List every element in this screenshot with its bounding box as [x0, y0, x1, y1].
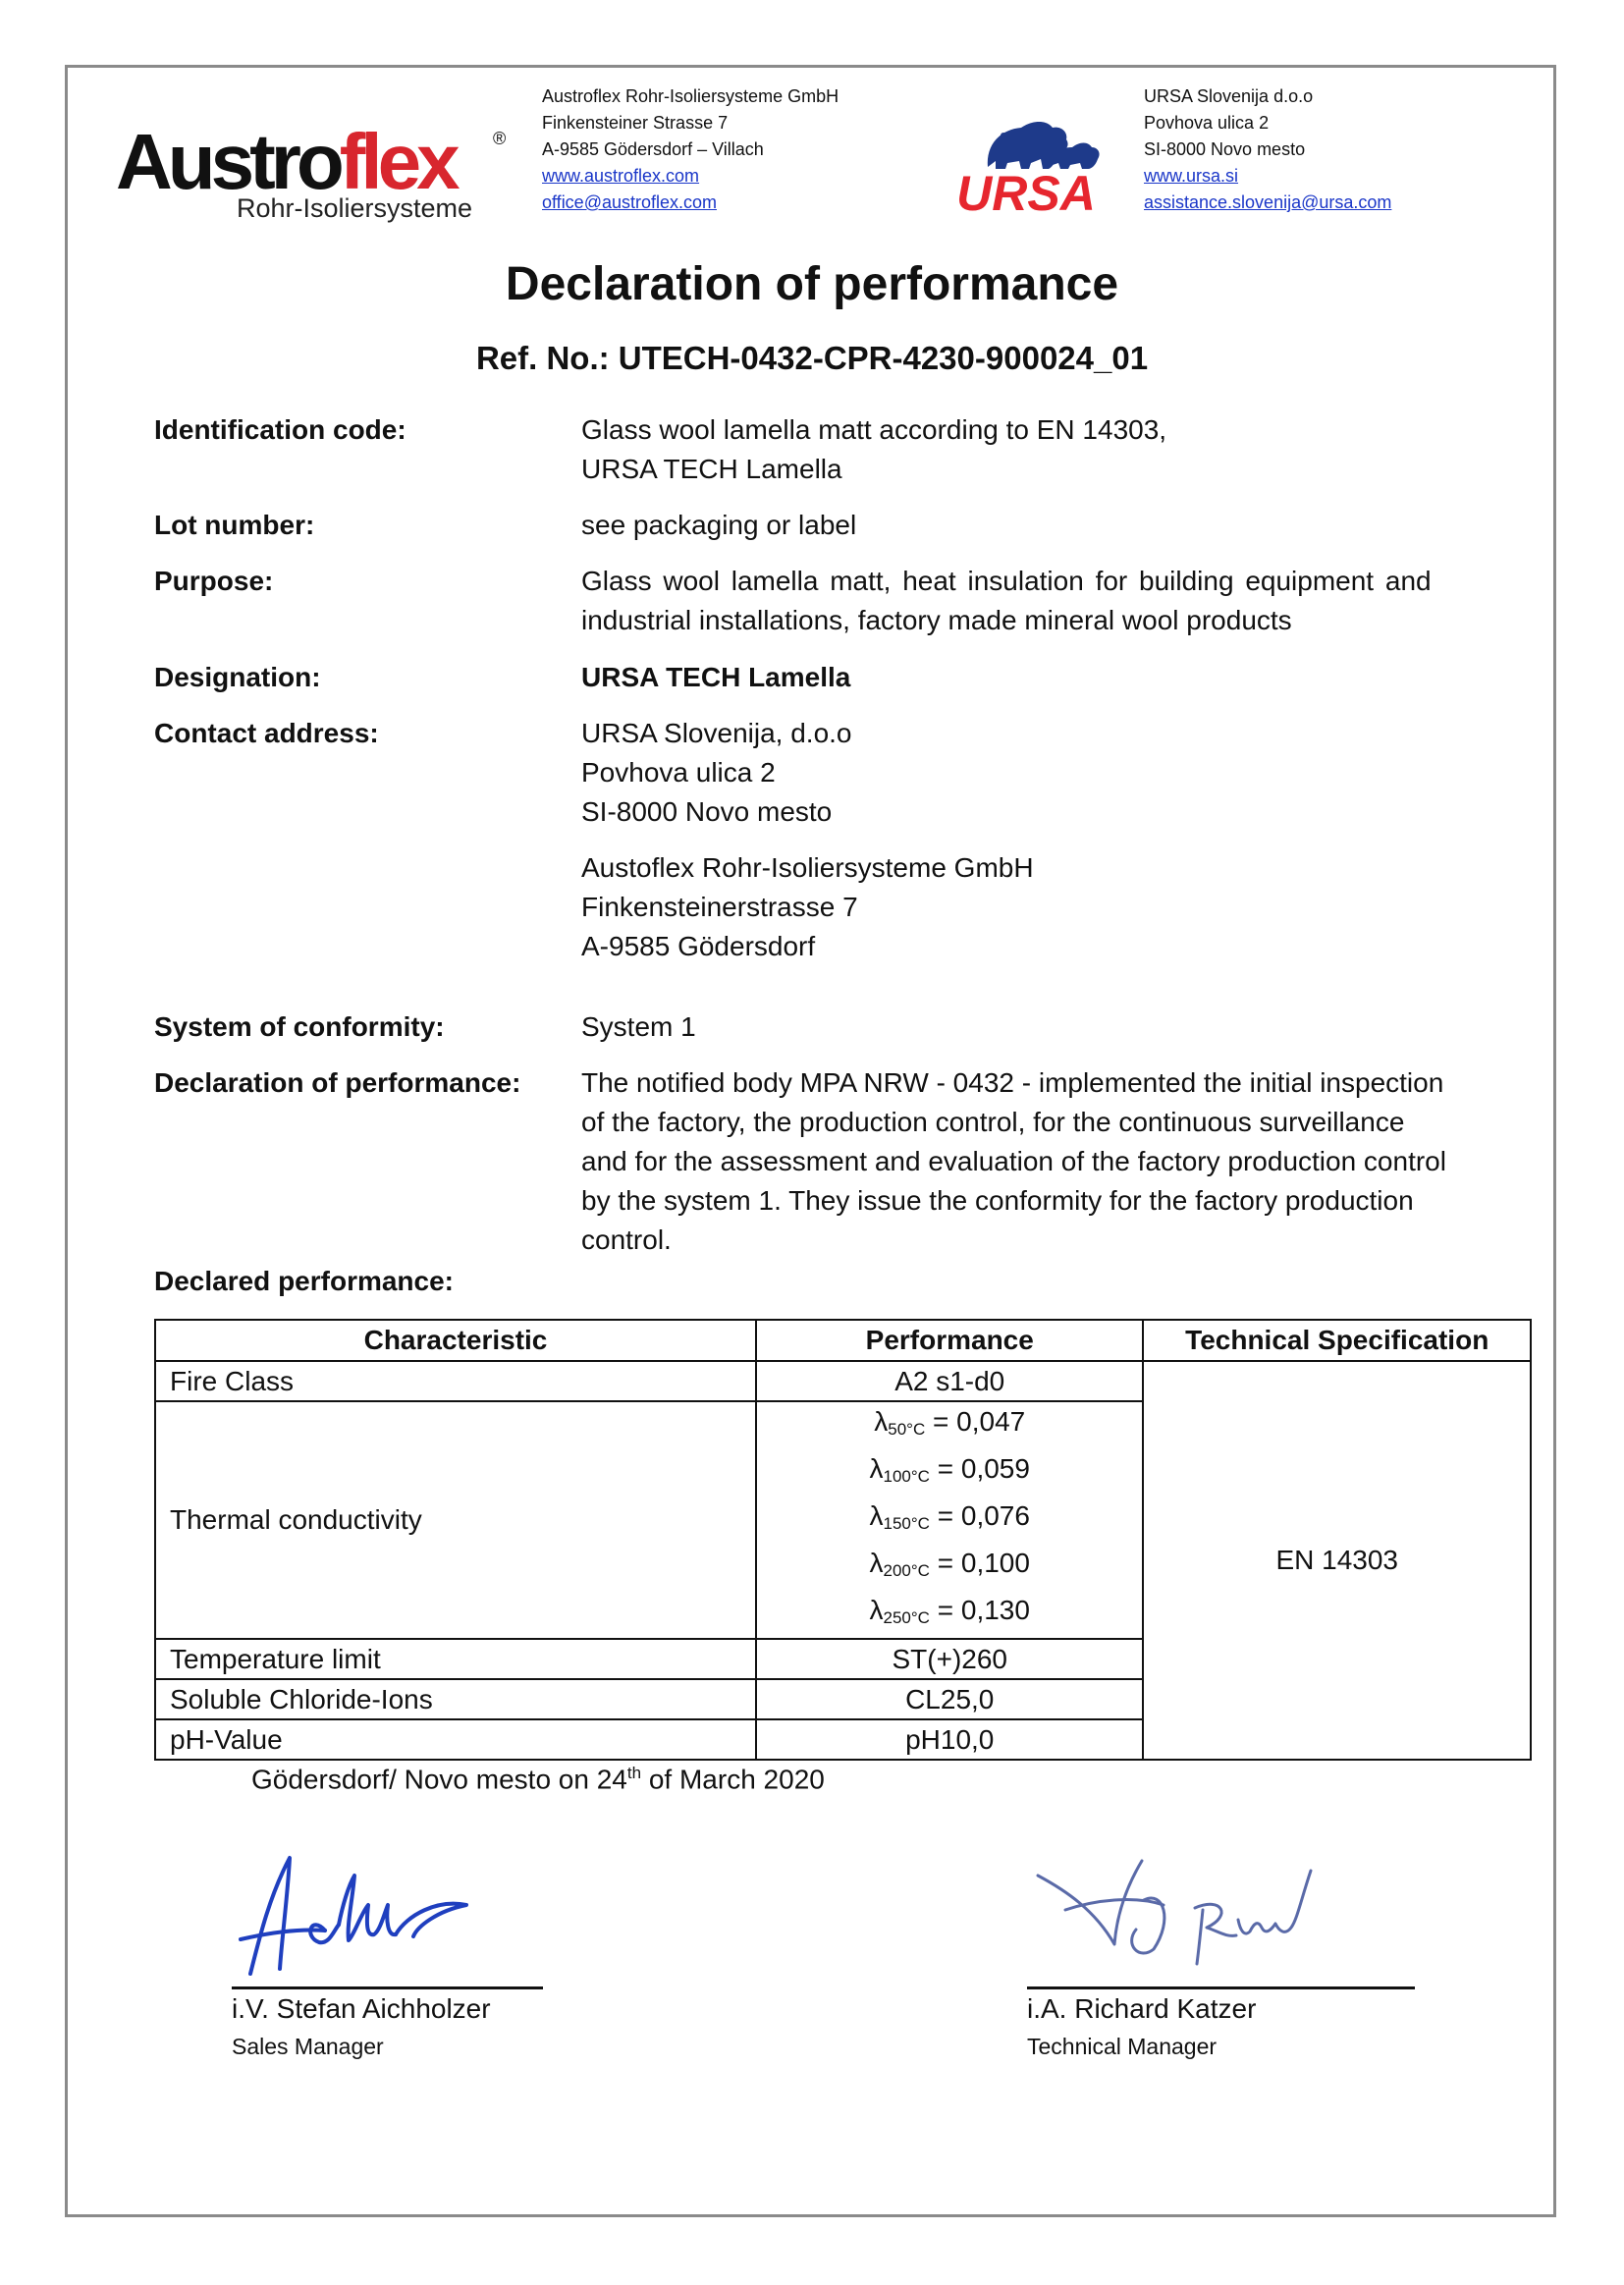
lambda-value: $\lambda_{150^\circ C} = 0,076$	[869, 1500, 1030, 1533]
austroflex-logo-word: Austroflex	[116, 118, 456, 205]
reference-number: Ref. No.: UTECH-0432-CPR-4230-900024_01	[475, 340, 1149, 376]
lambda-value: $\lambda_{100^\circ C} = 0,059$	[869, 1453, 1030, 1486]
ursa-logo	[931, 106, 1121, 216]
address-line: Finkensteiner Strasse 7	[542, 113, 729, 133]
performance-table	[154, 1319, 1532, 1761]
austroflex-logo	[116, 118, 509, 231]
field-label: Designation:	[154, 662, 321, 692]
ursa-address	[1144, 83, 1391, 216]
section-label: Declared performance:	[154, 1266, 455, 1296]
characteristic-cell: Thermal conductivity	[155, 1401, 756, 1639]
field-label: Identification code:	[154, 414, 406, 445]
place-date: Gödersdorf/ Novo mesto on 24th of March 2020	[251, 1764, 825, 1795]
address-line: Povhova ulica 2	[1144, 113, 1270, 133]
column-header: Characteristic	[155, 1320, 756, 1361]
signature-katzer	[1026, 1851, 1350, 1984]
austroflex-address	[542, 83, 839, 216]
address-line: Austroflex Rohr-Isoliersysteme GmbH	[542, 86, 839, 106]
characteristic-cell: pH-Value	[155, 1719, 756, 1760]
characteristic-cell: Fire Class	[155, 1361, 756, 1401]
address-line: A-9585 Gödersdorf – Villach	[542, 139, 764, 159]
signature-aichholzer	[231, 1846, 496, 1993]
field-value: URSA Slovenija, d.o.o Povhova ulica 2 SI-8000 Novo mesto Austoflex Rohr-Isoliersysteme GmbH Finkensteinerstrasse 7 A-9585 Gödersdorf	[581, 718, 1034, 961]
table-header-row	[155, 1320, 1531, 1361]
address-line: URSA Slovenija d.o.o	[1144, 86, 1314, 106]
lambda-value: $\lambda_{200^\circ C} = 0,100$	[869, 1548, 1030, 1580]
ursa-website-link[interactable]: www.ursa.si	[1144, 166, 1239, 186]
signatory-name: i.V. Stefan Aichholzer	[232, 1993, 491, 2024]
signature-line	[232, 1986, 543, 1989]
field-label: System of conformity:	[154, 1011, 445, 1042]
performance-cell	[756, 1401, 1144, 1639]
lambda-value: $\lambda_{50^\circ C} = 0,047$	[874, 1406, 1026, 1439]
austroflex-logo-subtitle: Rohr-Isoliersysteme	[237, 193, 473, 223]
column-header: Performance	[756, 1320, 1144, 1361]
austroflex-website-link[interactable]: www.austroflex.com	[542, 166, 700, 186]
field-label: Declaration of performance:	[154, 1067, 521, 1098]
lambda-value: $\lambda_{250^\circ C} = 0,130$	[869, 1595, 1030, 1627]
field-label: Purpose:	[154, 566, 274, 596]
ursa-logo-word: URSA	[956, 166, 1096, 216]
field-value: URSA TECH Lamella	[581, 662, 851, 692]
column-header: Technical Specification	[1143, 1320, 1531, 1361]
signatory-name: i.A. Richard Katzer	[1027, 1993, 1257, 2024]
austroflex-email-link[interactable]: office@austroflex.com	[542, 192, 718, 212]
specification-cell: EN 14303	[1143, 1361, 1531, 1760]
field-label: Lot number:	[154, 510, 315, 540]
characteristic-cell: Temperature limit	[155, 1639, 756, 1679]
field-value: System 1	[581, 1011, 696, 1042]
performance-cell: pH10,0	[756, 1719, 1144, 1760]
document-title: Declaration of performance	[505, 258, 1119, 310]
field-value: Glass wool lamella matt, heat insulation for building equipment and industrial installations, factory made mineral wool products	[581, 566, 1432, 635]
ursa-email-link[interactable]: assistance.slovenija@ursa.com	[1144, 192, 1392, 212]
field-label: Contact address:	[154, 718, 379, 748]
table-row	[155, 1361, 1531, 1401]
field-value: The notified body MPA NRW - 0432 - implemented the initial inspection of the factory, the production control, for the continuous surveillance and for the assessment and evaluation of the factory production control by the system 1. They issue the conformity for the factory production control.	[581, 1067, 1446, 1255]
performance-cell: A2 s1-d0	[756, 1361, 1144, 1401]
signatory-role: Technical Manager	[1027, 2034, 1218, 2059]
signatory-role: Sales Manager	[232, 2034, 384, 2059]
address-line: SI-8000 Novo mesto	[1144, 139, 1306, 159]
polar-bears-icon	[931, 106, 1121, 216]
characteristic-cell: Soluble Chloride-Ions	[155, 1679, 756, 1719]
registered-mark: ®	[493, 129, 507, 148]
field-value: Glass wool lamella matt according to EN 14303, URSA TECH Lamella	[581, 414, 1167, 484]
field-value: see packaging or label	[581, 510, 857, 540]
performance-cell: CL25,0	[756, 1679, 1144, 1719]
performance-cell: ST(+)260	[756, 1639, 1144, 1679]
signature-line	[1027, 1986, 1415, 1989]
